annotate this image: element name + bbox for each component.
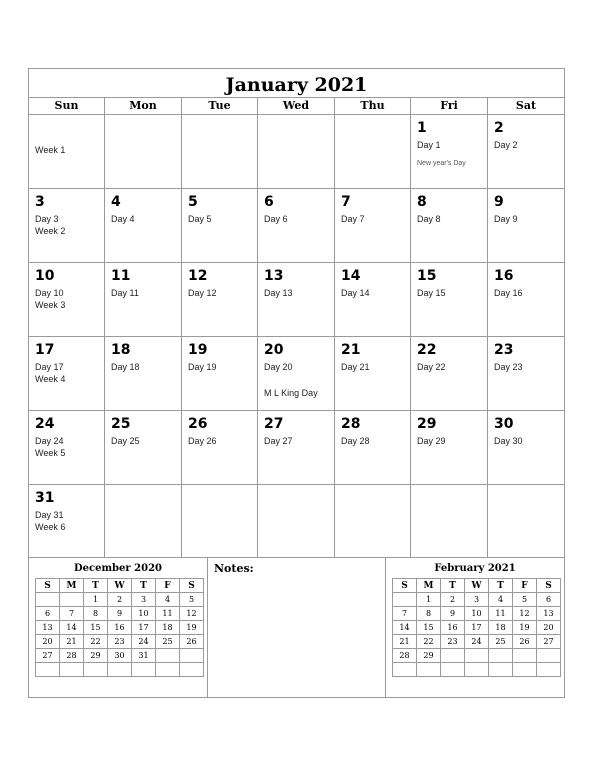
mini-calendar-day: 13 <box>36 621 60 635</box>
mini-calendar-day: 10 <box>465 607 489 621</box>
notes-label: Notes: <box>214 562 254 575</box>
day-of-year-label: Day 4 <box>111 214 135 224</box>
mini-calendar-day <box>465 649 489 663</box>
mini-calendar-day: 14 <box>60 621 84 635</box>
week-label: Week 1 <box>35 145 66 155</box>
day-cell[interactable] <box>335 115 411 189</box>
day-cell[interactable] <box>29 263 105 337</box>
day-of-year-label: Day 5 <box>188 214 212 224</box>
mini-calendar-table <box>35 578 204 677</box>
day-of-year-label: Day 8 <box>417 214 441 224</box>
mini-calendar-day <box>513 649 537 663</box>
day-cell[interactable] <box>488 337 564 411</box>
mini-calendar-day <box>465 663 489 677</box>
day-number: 21 <box>341 342 361 358</box>
mini-calendar-day: 20 <box>537 621 561 635</box>
day-cell[interactable] <box>488 189 564 263</box>
day-cell[interactable] <box>488 115 564 189</box>
mini-calendar-weekday: T <box>132 579 156 593</box>
day-of-year-label: Day 13 <box>264 288 293 298</box>
day-number: 5 <box>188 194 198 210</box>
mini-calendar-header-row <box>393 579 561 593</box>
mini-calendar-day: 7 <box>393 607 417 621</box>
mini-calendar-row <box>393 663 561 677</box>
day-cell[interactable] <box>182 189 258 263</box>
day-of-year-label: Day 17 <box>35 362 64 372</box>
mini-calendar-weekday: T <box>84 579 108 593</box>
mini-calendar-day: 12 <box>180 607 204 621</box>
mini-calendar-day <box>60 663 84 677</box>
mini-calendar-weekday: F <box>513 579 537 593</box>
day-of-year-label: Day 23 <box>494 362 523 372</box>
mini-calendar-day: 24 <box>465 635 489 649</box>
day-number: 13 <box>264 268 284 284</box>
mini-calendar-day: 16 <box>441 621 465 635</box>
mini-calendar-row <box>393 593 561 607</box>
day-cell[interactable] <box>29 115 105 189</box>
mini-calendar-day: 29 <box>84 649 108 663</box>
day-of-year-label: Day 31 <box>35 510 64 520</box>
mini-calendar-day: 1 <box>417 593 441 607</box>
mini-calendar-weekday: S <box>36 579 60 593</box>
month-grid <box>29 115 564 558</box>
weekday-header-row <box>29 98 564 115</box>
mini-calendar-table <box>392 578 561 677</box>
day-number: 14 <box>341 268 361 284</box>
mini-calendar-day: 3 <box>132 593 156 607</box>
day-of-year-label: Day 29 <box>417 436 446 446</box>
day-of-year-label: Day 14 <box>341 288 370 298</box>
mini-calendar-day <box>441 663 465 677</box>
mini-calendar-day: 10 <box>132 607 156 621</box>
mini-calendar-row <box>36 607 204 621</box>
day-number: 23 <box>494 342 514 358</box>
week-label: Week 3 <box>35 300 66 310</box>
mini-calendar-day: 2 <box>441 593 465 607</box>
day-cell[interactable] <box>335 485 411 558</box>
mini-calendar-day <box>156 649 180 663</box>
day-number: 4 <box>111 194 121 210</box>
day-of-year-label: Day 15 <box>417 288 446 298</box>
day-number: 31 <box>35 490 55 506</box>
mini-calendar-day: 23 <box>441 635 465 649</box>
mini-calendar-row <box>393 607 561 621</box>
day-of-year-label: Day 2 <box>494 140 518 150</box>
mini-calendar-day: 2 <box>108 593 132 607</box>
day-of-year-label: Day 30 <box>494 436 523 446</box>
week-label: Week 5 <box>35 448 66 458</box>
day-of-year-label: Day 18 <box>111 362 140 372</box>
day-number: 7 <box>341 194 351 210</box>
mini-calendar-weekday: F <box>156 579 180 593</box>
mini-calendar-row <box>36 635 204 649</box>
mini-calendar-day <box>180 649 204 663</box>
day-number: 15 <box>417 268 437 284</box>
mini-calendar-day: 3 <box>465 593 489 607</box>
day-number: 26 <box>188 416 208 432</box>
day-number: 11 <box>111 268 131 284</box>
weekday-header-thu: Thu <box>335 98 411 114</box>
mini-calendar-day: 11 <box>156 607 180 621</box>
week-label: Week 6 <box>35 522 66 532</box>
day-number: 27 <box>264 416 284 432</box>
mini-calendar-row <box>36 649 204 663</box>
mini-calendar-day <box>180 663 204 677</box>
day-cell[interactable] <box>411 189 488 263</box>
day-number: 17 <box>35 342 55 358</box>
mini-calendar-day: 22 <box>417 635 441 649</box>
day-of-year-label: Day 1 <box>417 140 441 150</box>
mini-calendar-weekday: M <box>60 579 84 593</box>
mini-calendar-day <box>513 663 537 677</box>
day-number: 24 <box>35 416 55 432</box>
mini-calendar-day: 20 <box>36 635 60 649</box>
mini-calendar-day: 7 <box>60 607 84 621</box>
day-cell[interactable] <box>105 263 182 337</box>
mini-calendar-header-row <box>36 579 204 593</box>
mini-calendar-day <box>441 649 465 663</box>
day-cell[interactable] <box>182 263 258 337</box>
mini-calendar-day: 5 <box>180 593 204 607</box>
day-number: 8 <box>417 194 427 210</box>
mini-calendar-december-2020 <box>29 558 207 698</box>
day-number: 20 <box>264 342 284 358</box>
mini-calendar-row <box>393 635 561 649</box>
weekday-header-mon: Mon <box>105 98 182 114</box>
mini-calendar-day <box>108 663 132 677</box>
day-of-year-label: Day 24 <box>35 436 64 446</box>
mini-calendar-day: 6 <box>36 607 60 621</box>
holiday-label: New year's Day <box>417 160 466 167</box>
day-of-year-label: Day 7 <box>341 214 365 224</box>
day-cell[interactable] <box>258 485 335 558</box>
day-number: 9 <box>494 194 504 210</box>
mini-calendar-title: February 2021 <box>434 563 516 574</box>
day-number: 16 <box>494 268 514 284</box>
mini-calendar-title: December 2020 <box>73 563 162 574</box>
day-of-year-label: Day 20 <box>264 362 293 372</box>
mini-calendar-february-2021 <box>386 558 564 698</box>
weekday-header-fri: Fri <box>411 98 488 114</box>
mini-calendar-day <box>537 649 561 663</box>
day-cell[interactable] <box>29 337 105 411</box>
day-cell[interactable] <box>182 115 258 189</box>
day-of-year-label: Day 26 <box>188 436 217 446</box>
mini-calendar-day: 24 <box>132 635 156 649</box>
mini-calendar-day <box>393 663 417 677</box>
mini-calendar-day: 18 <box>156 621 180 635</box>
mini-calendar-day: 26 <box>180 635 204 649</box>
day-number: 10 <box>35 268 55 284</box>
day-of-year-label: Day 16 <box>494 288 523 298</box>
mini-calendar-weekday: W <box>465 579 489 593</box>
mini-calendar-day <box>489 649 513 663</box>
day-number: 6 <box>264 194 274 210</box>
mini-calendar-day <box>393 593 417 607</box>
day-cell[interactable] <box>411 263 488 337</box>
mini-calendar-row <box>36 663 204 677</box>
day-of-year-label: Day 22 <box>417 362 446 372</box>
month-title: January 2021 <box>29 69 564 98</box>
mini-calendar-day: 6 <box>537 593 561 607</box>
day-cell[interactable] <box>258 337 335 411</box>
day-number: 22 <box>417 342 437 358</box>
mini-calendar-day: 19 <box>513 621 537 635</box>
day-cell[interactable] <box>258 189 335 263</box>
day-of-year-label: Day 25 <box>111 436 140 446</box>
mini-calendar-day: 30 <box>108 649 132 663</box>
day-of-year-label: Day 12 <box>188 288 217 298</box>
day-cell[interactable] <box>411 485 488 558</box>
day-cell[interactable] <box>29 189 105 263</box>
day-number: 30 <box>494 416 514 432</box>
day-cell[interactable] <box>182 337 258 411</box>
day-number: 28 <box>341 416 361 432</box>
mini-calendar-day: 19 <box>180 621 204 635</box>
day-cell[interactable] <box>105 485 182 558</box>
mini-calendar-day: 21 <box>60 635 84 649</box>
day-of-year-label: Day 19 <box>188 362 217 372</box>
weekday-header-sun: Sun <box>29 98 105 114</box>
mini-calendar-day: 25 <box>156 635 180 649</box>
mini-calendar-day: 17 <box>465 621 489 635</box>
mini-calendar-weekday: W <box>108 579 132 593</box>
day-cell[interactable] <box>488 263 564 337</box>
day-of-year-label: Day 3 <box>35 214 59 224</box>
mini-calendar-weekday: T <box>489 579 513 593</box>
mini-calendar-day: 4 <box>156 593 180 607</box>
weekday-header-sat: Sat <box>515 99 537 112</box>
mini-calendar-weekday: S <box>393 579 417 593</box>
day-cell[interactable] <box>335 337 411 411</box>
day-cell[interactable] <box>488 411 564 485</box>
day-number: 1 <box>417 120 427 136</box>
footer-section <box>29 558 564 698</box>
mini-calendar-day <box>537 663 561 677</box>
day-cell[interactable] <box>105 189 182 263</box>
day-number: 18 <box>111 342 131 358</box>
mini-calendar-day <box>36 593 60 607</box>
mini-calendar-day: 15 <box>417 621 441 635</box>
week-label: Week 2 <box>35 226 66 236</box>
mini-calendar-row <box>36 593 204 607</box>
day-cell[interactable] <box>488 485 564 558</box>
day-of-year-label: Day 21 <box>341 362 370 372</box>
mini-calendar-row <box>393 649 561 663</box>
week-label: Week 4 <box>35 374 66 384</box>
mini-calendar-day <box>60 593 84 607</box>
day-cell[interactable] <box>105 115 182 189</box>
mini-calendar-weekday: M <box>417 579 441 593</box>
day-cell[interactable] <box>335 411 411 485</box>
mini-calendar-day: 22 <box>84 635 108 649</box>
weekday-header-tue: Tue <box>182 98 258 114</box>
mini-calendar-day <box>156 663 180 677</box>
day-of-year-label: Day 27 <box>264 436 293 446</box>
mini-calendar-day: 9 <box>108 607 132 621</box>
day-cell[interactable] <box>182 411 258 485</box>
day-cell[interactable] <box>258 115 335 189</box>
mini-calendar-day: 5 <box>513 593 537 607</box>
mini-calendar-day: 27 <box>36 649 60 663</box>
mini-calendar-day <box>132 663 156 677</box>
mini-calendar-day: 18 <box>489 621 513 635</box>
mini-calendar-day <box>84 663 108 677</box>
calendar-page <box>28 68 565 698</box>
day-of-year-label: Day 6 <box>264 214 288 224</box>
mini-calendar-day: 25 <box>489 635 513 649</box>
day-cell[interactable] <box>29 485 105 558</box>
day-number: 3 <box>35 194 45 210</box>
mini-calendar-day: 9 <box>441 607 465 621</box>
mini-calendar-day: 8 <box>417 607 441 621</box>
mini-calendar-weekday: S <box>180 579 204 593</box>
day-cell[interactable] <box>411 337 488 411</box>
mini-calendar-weekday: S <box>537 579 561 593</box>
day-number: 12 <box>188 268 208 284</box>
mini-calendar-weekday: T <box>441 579 465 593</box>
mini-calendar-day: 1 <box>84 593 108 607</box>
mini-calendar-day <box>417 663 441 677</box>
mini-calendar-day: 27 <box>537 635 561 649</box>
day-cell[interactable] <box>182 485 258 558</box>
mini-calendar-day: 11 <box>489 607 513 621</box>
mini-calendar-day <box>36 663 60 677</box>
mini-calendar-day: 28 <box>393 649 417 663</box>
day-cell[interactable] <box>335 263 411 337</box>
day-cell[interactable] <box>411 411 488 485</box>
mini-calendar-day: 26 <box>513 635 537 649</box>
mini-calendar-day: 31 <box>132 649 156 663</box>
mini-calendar-day: 8 <box>84 607 108 621</box>
mini-calendar-day: 12 <box>513 607 537 621</box>
day-of-year-label: Day 11 <box>111 288 139 298</box>
holiday-label: M L King Day <box>264 388 318 398</box>
day-number: 29 <box>417 416 437 432</box>
day-cell[interactable] <box>29 411 105 485</box>
mini-calendar-row <box>36 621 204 635</box>
weekday-header-wed: Wed <box>258 98 335 114</box>
day-cell[interactable] <box>411 115 488 189</box>
day-cell[interactable] <box>105 337 182 411</box>
day-cell[interactable] <box>335 189 411 263</box>
mini-calendar-day: 4 <box>489 593 513 607</box>
mini-calendar-day: 21 <box>393 635 417 649</box>
day-number: 2 <box>494 120 504 136</box>
day-cell[interactable] <box>258 411 335 485</box>
mini-calendar-day: 17 <box>132 621 156 635</box>
mini-calendar-day: 29 <box>417 649 441 663</box>
mini-calendar-day: 28 <box>60 649 84 663</box>
mini-calendar-day <box>489 663 513 677</box>
day-cell[interactable] <box>258 263 335 337</box>
day-number: 25 <box>111 416 131 432</box>
day-of-year-label: Day 10 <box>35 288 64 298</box>
day-cell[interactable] <box>105 411 182 485</box>
mini-calendar-day: 13 <box>537 607 561 621</box>
mini-calendar-day: 15 <box>84 621 108 635</box>
notes-area[interactable] <box>207 558 386 698</box>
mini-calendar-day: 14 <box>393 621 417 635</box>
day-of-year-label: Day 9 <box>494 214 518 224</box>
day-number: 19 <box>188 342 208 358</box>
mini-calendar-row <box>393 621 561 635</box>
day-of-year-label: Day 28 <box>341 436 370 446</box>
mini-calendar-day: 23 <box>108 635 132 649</box>
mini-calendar-day: 16 <box>108 621 132 635</box>
